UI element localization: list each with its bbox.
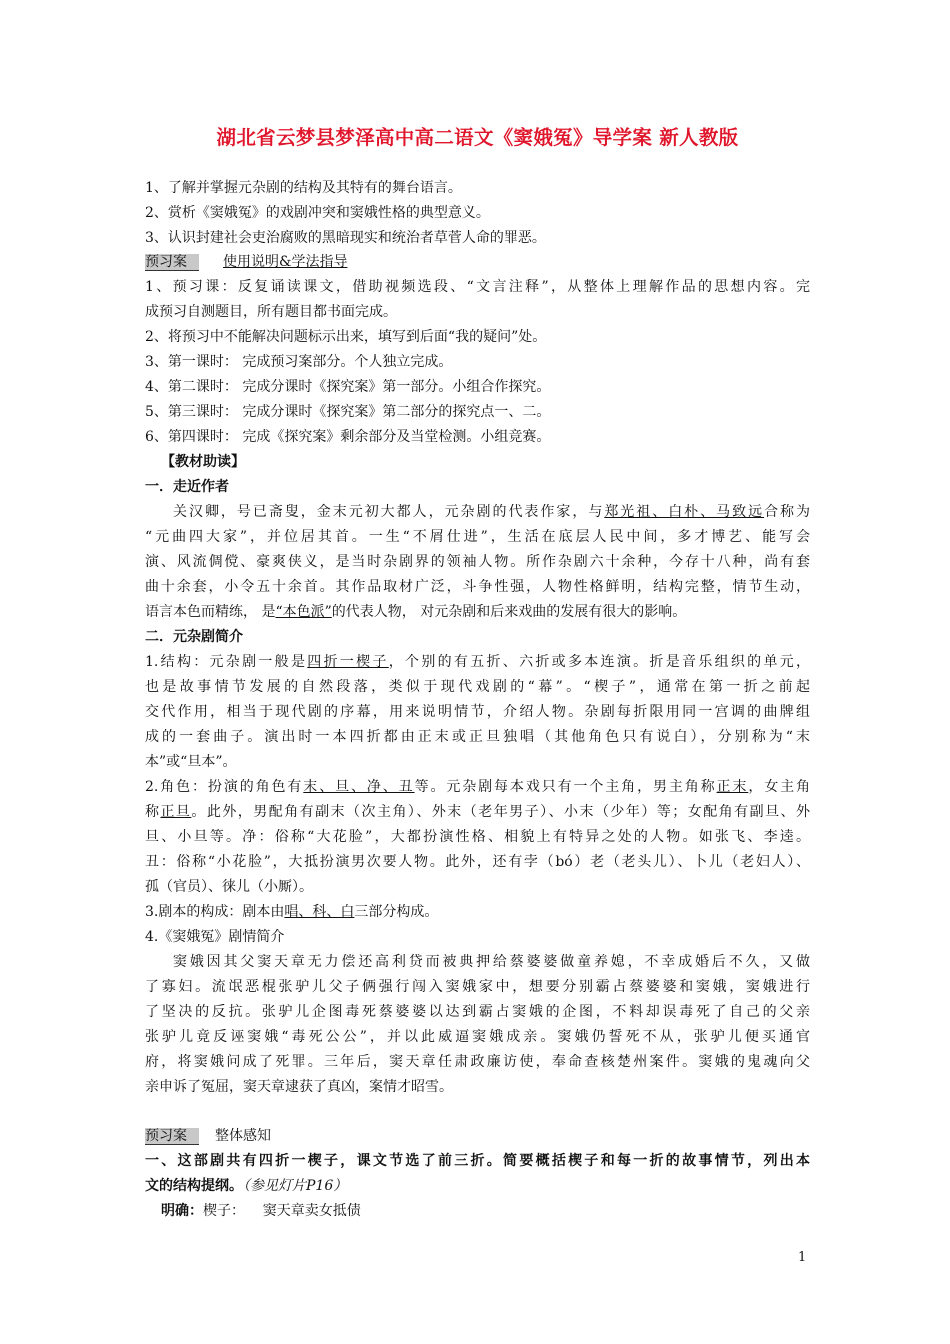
page-title: 湖北省云梦县梦泽高中高二语文《窦娥冤》导学案 新人教版	[216, 126, 739, 149]
instruction-5: 5、第三课时： 完成分课时《探究案》第二部分的探究点一、二。	[145, 404, 551, 420]
answer-text: 楔子： 窦天章卖女抵债	[203, 1203, 361, 1219]
bense-school-underline: “本色派”	[275, 604, 332, 620]
author-line-5: 语言本色而精练， 是“本色派”的代表人物， 对元杂剧和后来戏曲的发展有很大的影响。	[145, 604, 687, 620]
script-parts-underline: 唱、科、白	[284, 904, 355, 920]
script-line: 3.剧本的构成：剧本由唱、科、白三部分构成。	[145, 904, 439, 920]
structure-line-3: 交代作用，相当于现代剧的序幕，用来说明情节，介绍人物。杂剧每折限用同一宫调的曲牌组	[145, 704, 810, 720]
instruction-1-line-1: 1、预习课：反复诵读课文，借助视频选段、“文言注释”，从整体上理解作品的思想内容。完	[145, 279, 810, 295]
structure-line-2: 也是故事情节发展的自然段落，类似于现代戏剧的“幕”。“楔子”，通常在第一折之前起	[145, 679, 810, 695]
four-masters-underline: 郑光祖、白朴、马致远	[604, 504, 765, 520]
instruction-1-line-2: 成预习自测题目，所有题目都书面完成。	[145, 304, 397, 320]
aid-heading: 【教材助读】	[161, 454, 245, 470]
author-line-3: 演、风流倜傥、豪爽侠义，是当时杂剧界的领袖人物。所作杂剧六十余种，今存十八种，尚有套	[145, 554, 810, 570]
plot-heading: 4.《窦娥冤》剧情简介	[145, 929, 285, 945]
instruction-4: 4、第二课时： 完成分课时《探究案》第一部分。小组合作探究。	[145, 379, 551, 395]
plot-line-5: 府，将窦娥问成了死罪。三年后，窦天章任肃政廉访使，奉命查核楚州案件。窦娥的鬼魂向父	[145, 1054, 810, 1070]
answer-label: 明确：	[161, 1203, 203, 1219]
structure-line-4: 成的一套曲子。演出时一本四折都由正末或正旦独唱（其他角色只有说白），分别称为“末	[145, 729, 810, 745]
four-acts-underline: 四折一楔子	[307, 654, 389, 670]
author-line-2: “元曲四大家”，并位居其首。一生“不屑仕进”，生活在底层人民中间，多才博艺、能写会	[145, 529, 810, 545]
structure-line-5: 本”或“旦本”。	[145, 754, 237, 770]
instruction-6: 6、第四课时： 完成《探究案》剩余部分及当堂检测。小组竞赛。	[145, 429, 551, 445]
plot-line-2: 了寡妇。流氓恶棍张驴儿父子俩强行闯入窦娥家中，想要分别霸占蔡婆婆和窦娥，窦娥进行	[145, 979, 810, 995]
zhengdan-underline: 正旦	[160, 804, 192, 820]
usage-row	[145, 250, 810, 275]
page-number: 1	[798, 1250, 807, 1265]
slide-reference: （参见灯片P16）	[243, 1178, 348, 1194]
question-line-2: 文的结构提纲。（参见灯片P16）	[145, 1178, 348, 1194]
roles-line-1: 2.角色：扮演的角色有末、旦、净、丑等。元杂剧每本戏只有一个主角，男主角称正末，女主角	[145, 779, 810, 795]
roles-underline: 末、旦、净、丑	[303, 779, 415, 795]
plot-line-4: 张驴儿竟反诬窦娥“毒死公公”，并以此威逼窦娥成亲。窦娥仍誓死不从，张驴儿便买通官	[145, 1029, 810, 1045]
preview-label: 预习案	[145, 254, 199, 271]
instruction-2: 2、将预习中不能解决问题标示出来，填写到后面“我的疑问”处。	[145, 329, 547, 345]
roles-line-4: 丑：俗称“小花脸”，大抵扮演男次要人物。此外，还有孛（bó）老（老头儿）、卜儿（老妇人）、	[145, 854, 810, 870]
objective-3: 3、认识封建社会吏治腐败的黑暗现实和统治者草菅人命的罪恶。	[145, 230, 546, 246]
zhengmo-underline: 正末	[716, 779, 749, 795]
usage-heading: 使用说明&学法指导	[223, 254, 348, 270]
structure-line-1: 1.结构：元杂剧一般是四折一楔子，个别的有五折、六折或多本连演。折是音乐组织的单元，	[145, 654, 810, 670]
author-line-1: 关汉卿，号已斋叟，金末元初大都人，元杂剧的代表作家，与郑光祖、白朴、马致远合称为	[173, 504, 810, 520]
overall-heading: 整体感知	[215, 1128, 271, 1144]
section-1-heading: 一．走近作者	[145, 479, 229, 495]
section-2-heading: 二．元杂剧简介	[145, 629, 243, 645]
author-line-4: 曲十余套，小令五十余首。其作品取材广泛，斗争性强，人物性格鲜明，结构完整，情节生动，	[145, 579, 810, 595]
roles-line-3: 旦、小旦等。净：俗称“大花脸”，大都扮演性格、相貌上有特异之处的人物。如张飞、李逵。	[145, 829, 810, 845]
overall-label: 预习案	[145, 1128, 199, 1145]
objective-2: 2、赏析《窦娥冤》的戏剧冲突和窦娥性格的典型意义。	[145, 205, 490, 221]
roles-line-2: 称正旦。此外，男配角有副末（次主角）、外末（老年男子）、小末（少年）等；女配角有副旦、外	[145, 804, 810, 820]
plot-line-6: 亲申诉了冤屈，窦天章逮获了真凶，案情才昭雪。	[145, 1079, 453, 1095]
question-line-1: 一、这部剧共有四折一楔子，课文节选了前三折。简要概括楔子和每一折的故事情节，列出本	[145, 1153, 810, 1169]
plot-line-1: 窦娥因其父窦天章无力偿还高利贷而被典押给蔡婆婆做童养媳，不幸成婚后不久，又做	[173, 954, 810, 970]
instruction-3: 3、第一课时： 完成预习案部分。个人独立完成。	[145, 354, 453, 370]
objective-1: 1、了解并掌握元杂剧的结构及其特有的舞台语言。	[145, 180, 462, 196]
plot-line-3: 了坚决的反抗。张驴儿企图毒死蔡婆婆以达到霸占窦娥的企图，不料却误毒死了自己的父亲	[145, 1004, 810, 1020]
overall-row	[145, 1124, 810, 1149]
answer-line	[161, 1199, 826, 1224]
roles-line-5: 孤（官员）、徕儿（小厮）。	[145, 879, 313, 895]
